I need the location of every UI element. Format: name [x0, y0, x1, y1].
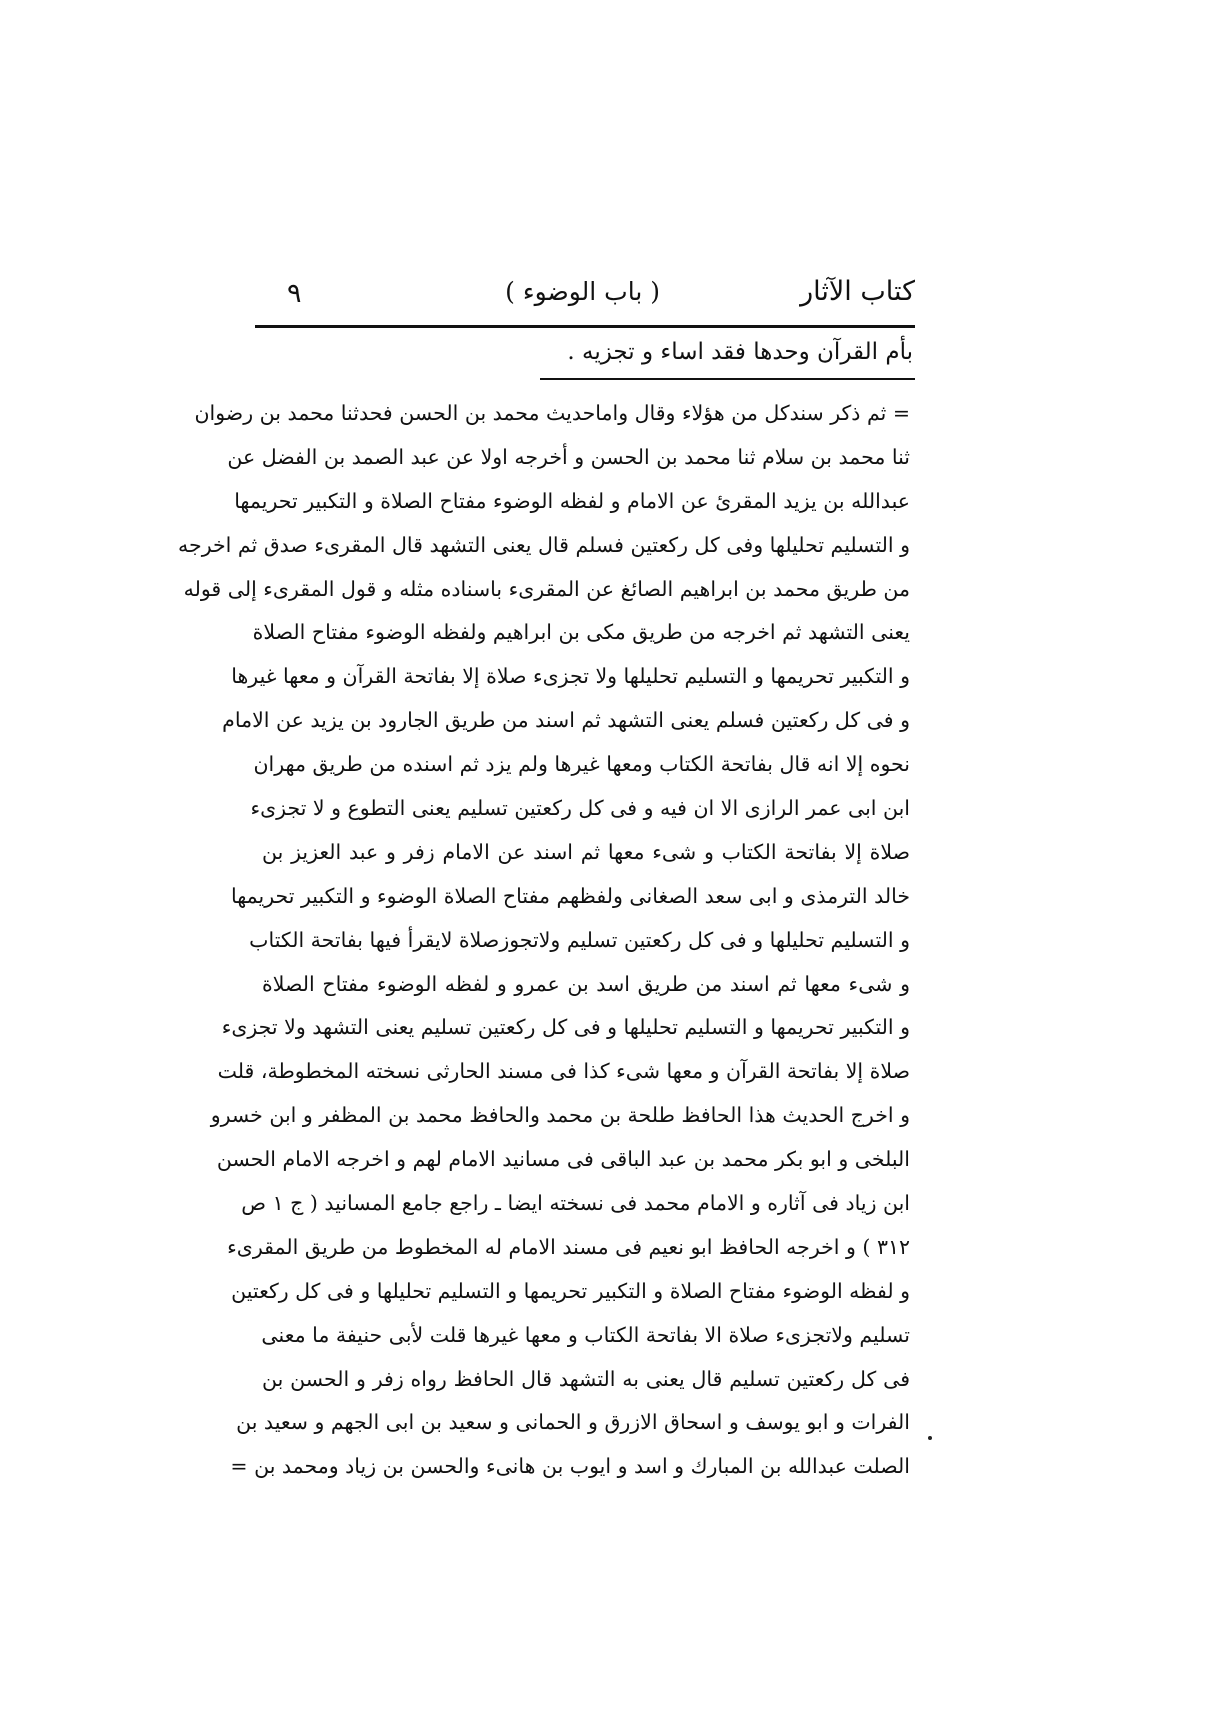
- footnote-line: عبدالله بن يزيد المقرئ عن الامام و لفظه الوضوء مفتاح الصلاة و التكبير تحريمها: [234, 488, 910, 513]
- footnote-line: الصلت عبدالله بن المبارك و اسد و ايوب بن هانىء والحسن بن زياد ومحمد بن =: [230, 1454, 910, 1479]
- header-rule: [255, 325, 915, 328]
- footnote-line: و شىء معها ثم اسند من طريق اسد بن عمرو و لفظه الوضوء مفتاح الصلاة: [262, 971, 910, 996]
- footnote-line: خالد الترمذى و ابى سعد الصغانى ولفظهم مفتاح الصلاة الوضوء و التكبير تحريمها: [230, 883, 910, 908]
- footnote-line: ٣١٢ ) و اخرجه الحافظ ابو نعيم فى مسند الامام له المخطوط من طريق المقرىء: [227, 1234, 910, 1259]
- footnote-line: و فى كل ركعتين فسلم يعنى التشهد ثم اسند من طريق الجارود بن يزيد عن الامام: [222, 708, 910, 733]
- main-text-line: بأم القرآن وحدها فقد اساء و تجزيه .: [567, 339, 913, 365]
- chapter-title: ( باب الوضوء ): [505, 277, 660, 306]
- footnote-line: فى كل ركعتين تسليم قال يعنى به التشهد قال الحافظ رواه زفر و الحسن بن: [262, 1366, 910, 1391]
- footnote-separator: [540, 378, 915, 380]
- footnote-line: ابن ابى عمر الرازى الا ان فيه و فى كل ركعتين تسليم يعنى التطوع و لا تجزىء: [250, 796, 910, 821]
- footnote-line: ابن زياد فى آثاره و الامام محمد فى نسخته ايضا ـ راجع جامع المسانيد ( ج ١ ص: [241, 1191, 910, 1216]
- footnote-line: = ثم ذكر سندكل من هؤلاء وقال واماحديث محمد بن الحسن فحدثنا محمد بن رضوان: [194, 401, 910, 425]
- footnote-line: صلاة إلا بفاتحة القرآن و معها شىء كذا فى مسند الحارثى نسخته المخطوطة، قلت: [217, 1059, 910, 1084]
- footnote-line: و التسليم تحليلها و فى كل ركعتين تسليم ولاتجوزصلاة لايقرأ فيها بفاتحة الكتاب: [249, 927, 910, 952]
- footnote-line: يعنى التشهد ثم اخرجه من طريق مكى بن ابراهيم ولفظه الوضوء مفتاح الصلاة: [252, 620, 910, 645]
- book-title: كتاب الآثار: [800, 276, 915, 307]
- footnote-line: من طريق محمد بن ابراهيم الصائغ عن المقرىء باسناده مثله و قول المقرىء إلى قوله: [183, 576, 910, 601]
- page-header: [255, 272, 915, 322]
- footnote-line: نحوه إلا انه قال بفاتحة الكتاب ومعها غيرها ولم يزد ثم اسنده من طريق مهران: [253, 752, 910, 777]
- footnote-line: صلاة إلا بفاتحة الكتاب و شىء معها ثم اسند عن الامام زفر و عبد العزيز بن: [262, 839, 910, 864]
- footnote-line: ثنا محمد بن سلام ثنا محمد بن الحسن و أخرجه اولا عن عبد الصمد بن الفضل عن: [227, 444, 910, 469]
- footnote-line: و التكبير تحريمها و التسليم تحليلها و فى كل ركعتين تسليم يعنى التشهد ولا تجزىء: [221, 1015, 910, 1040]
- footnote-line: و التكبير تحريمها و التسليم تحليلها ولا تجزىء صلاة إلا بفاتحة القرآن و معها غيرها: [231, 664, 910, 689]
- footnote-line: و اخرج الحديث هذا الحافظ طلحة بن محمد والحافظ محمد بن المظفر و ابن خسرو: [210, 1103, 910, 1128]
- page-number: ٩: [287, 278, 302, 309]
- footnote-block: [178, 392, 910, 1489]
- footnote-line: تسليم ولاتجزىء صلاة الا بفاتحة الكتاب و معها غيرها قلت لأبى حنيفة ما معنى: [261, 1322, 910, 1347]
- footnote-line: و التسليم تحليلها وفى كل ركعتين فسلم قال يعنى التشهد قال المقرىء صدق ثم اخرجه: [178, 532, 910, 557]
- footnote-line: الفرات و ابو يوسف و اسحاق الازرق و الحمانى و سعيد بن ابى الجهم و سعيد بن: [236, 1410, 910, 1435]
- footnote-line: و لفظه الوضوء مفتاح الصلاة و التكبير تحريمها و التسليم تحليلها و فى كل ركعتين: [231, 1278, 910, 1303]
- margin-dot: [928, 1436, 932, 1440]
- footnote-line: البلخى و ابو بكر محمد بن عبد الباقى فى مسانيد الامام لهم و اخرجه الامام الحسن: [216, 1147, 910, 1172]
